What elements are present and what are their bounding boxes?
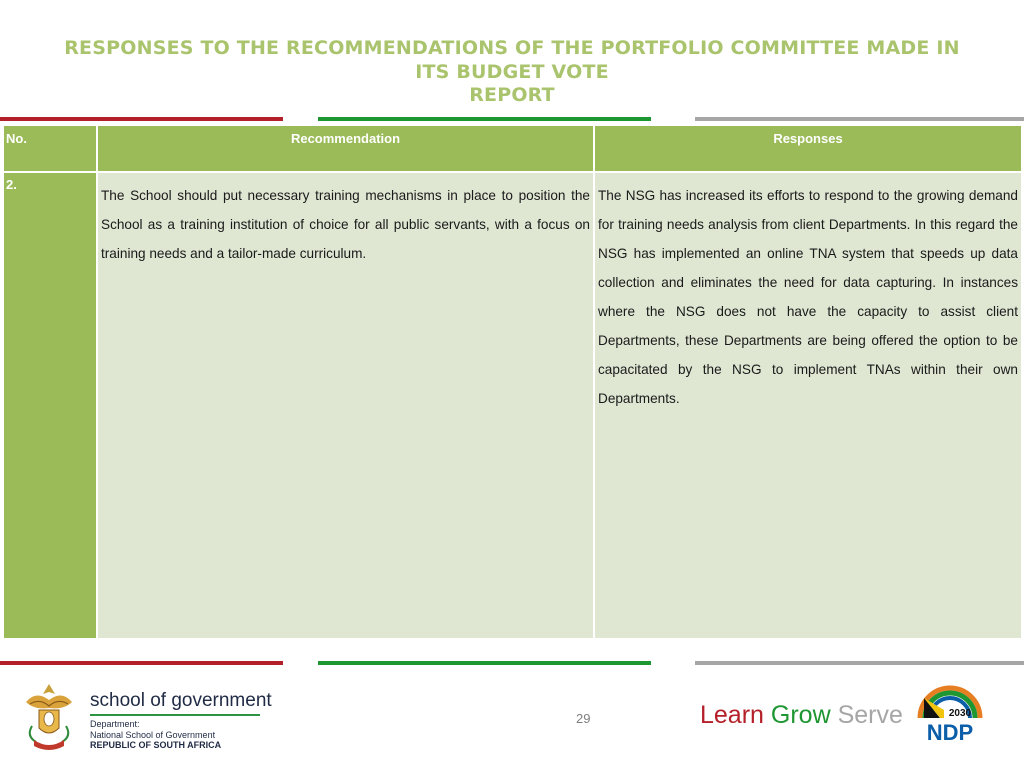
recommendations-table <box>2 124 1023 640</box>
dept-line-1: Department: <box>90 719 140 729</box>
bottom-gray-divider <box>695 661 1024 665</box>
ndp-year: 2030 <box>948 708 972 719</box>
table-row <box>3 172 1022 639</box>
column-header-recommendation: Recommendation <box>97 125 594 172</box>
recommendation-text: The School should put necessary training mechanisms in place to position the School as a training institution of choice for all public servants, with a focus on training needs and a tailor-made curriculum. <box>97 172 594 639</box>
slide-title-line-1: RESPONSES TO THE RECOMMENDATIONS OF THE PORTFOLIO COMMITTEE MADE IN <box>64 37 960 59</box>
slide-title <box>60 37 964 108</box>
row-number: 2. <box>3 172 97 639</box>
table-header-row <box>3 125 1022 172</box>
tagline <box>700 701 903 730</box>
coat-of-arms-icon <box>22 680 76 752</box>
ndp-2030-logo <box>914 678 986 744</box>
dept-line-2: National School of Government <box>90 729 216 740</box>
column-header-no: No. <box>3 125 97 172</box>
slide-title-line-3: REPORT <box>469 84 555 106</box>
ndp-text: NDP <box>926 720 974 744</box>
slide-title-line-2: ITS BUDGET VOTE <box>415 60 609 83</box>
top-gray-divider <box>695 117 1024 121</box>
org-name: school of government <box>90 690 272 711</box>
org-name-underline <box>90 714 260 716</box>
bottom-green-divider <box>318 661 651 665</box>
top-green-divider <box>318 117 651 121</box>
page-number: 29 <box>576 711 591 726</box>
tagline-serve: Serve <box>837 701 903 729</box>
tagline-learn: Learn <box>700 701 764 729</box>
bottom-red-divider <box>0 661 283 665</box>
top-red-divider <box>0 117 283 121</box>
response-text: The NSG has increased its efforts to respond to the growing demand for training needs analysis from client Departments. In this regard the NSG has implemented an online TNA system that speeds up data collection and eliminates the need for data capturing. In instances where the NSG does not have the capacity to assist client Departments, these Departments are being offered the option to be capacitated by the NSG to implement TNAs within their own Departments. <box>594 172 1022 639</box>
country-name: REPUBLIC OF SOUTH AFRICA <box>90 740 222 750</box>
tagline-grow: Grow <box>770 701 831 729</box>
school-of-government-logo <box>90 690 272 751</box>
column-header-responses: Responses <box>594 125 1022 172</box>
